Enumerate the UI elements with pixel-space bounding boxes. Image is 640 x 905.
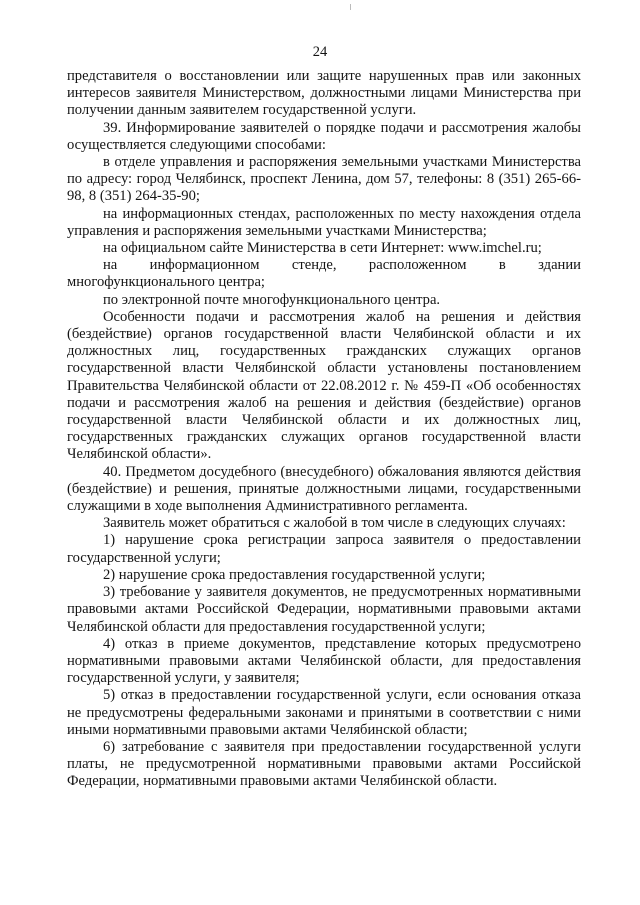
paragraph-info-stands: на информационных стендах, расположенных по месту нахождения отдела управления и распоряжения земельными участками Министерства; (67, 205, 581, 239)
list-item-6: 6) затребование с заявителя при предоставлении государственной услуги платы, не предусмотренной нормативными правовыми актами Российской Федерации, нормативными правовыми актами Челябинской области. (67, 738, 581, 790)
list-item-1: 1) нарушение срока регистрации запроса заявителя о предоставлении государственной услуги; (67, 532, 581, 566)
list-item-5: 5) отказ в предоставлении государственной услуги, если основания отказа не предусмотрены федеральными законами и принятыми в соответствии с ними иными нормативными правовыми актами Челябинской области; (67, 687, 581, 738)
list-item-4: 4) отказ в приеме документов, представление которых предусмотрено нормативными правовыми актами Челябинской области, для предоставления государственной услуги, у заявителя; (67, 635, 581, 687)
scan-mark (350, 4, 351, 10)
paragraph-39: 39. Информирование заявителей о порядке подачи и рассмотрения жалобы осуществляется следующими способами: (67, 119, 581, 153)
list-item-2: 2) нарушение срока предоставления государственной услуги; (103, 566, 486, 583)
paragraph-mfc-email: по электронной почте многофункционального центра. (103, 291, 441, 308)
document-body (67, 68, 581, 791)
page-number: 24 (312, 44, 328, 60)
paragraph-mfc-stand: на информационном стенде, расположенном в здании многофункционального центра; (67, 257, 581, 291)
paragraph-cases-intro: Заявитель может обратиться с жалобой в том числе в следующих случаях: (103, 515, 566, 532)
paragraph-address: в отделе управления и распоряжения земельными участками Министерства по адресу: город Челябинск, проспект Ленина, дом 57, телефоны: 8 (351) 265-66-98, 8 (351) 264-35-90; (67, 154, 581, 205)
paragraph-40: 40. Предметом досудебного (внесудебного) обжалования являются действия (бездействие) и решения, принятые должностными лицами, государственными служащими в ходе выполнения Административного регламента. (67, 463, 581, 515)
list-item-3: 3) требование у заявителя документов, не предусмотренных нормативными правовыми актами Российской Федерации, нормативными правовыми актами Челябинской области для предоставления государственной услуги; (67, 584, 581, 635)
paragraph-features: Особенности подачи и рассмотрения жалоб на решения и действия (бездействие) органов государственной власти Челябинской области и их должностных лиц, государственных гражданских служащих органов государственной власти Челябинской области установлены постановлением Правительства Челябинской области от 22.08.2012 г. № 459-П «Об особенностях подачи и рассмотрения жалоб на решения и действия (бездействие) органов государственной власти Челябинской области и их должностных лиц, государственных гражданских служащих органов государственной власти Челябинской области». (67, 308, 581, 463)
paragraph-website: на официальном сайте Министерства в сети Интернет: www.imchel.ru; (103, 240, 542, 257)
paragraph-continuation: представителя о восстановлении или защите нарушенных прав или законных интересов заявителя Министерством, должностными лицами Министерства при получении данным заявителем государственной услуги. (67, 68, 581, 119)
